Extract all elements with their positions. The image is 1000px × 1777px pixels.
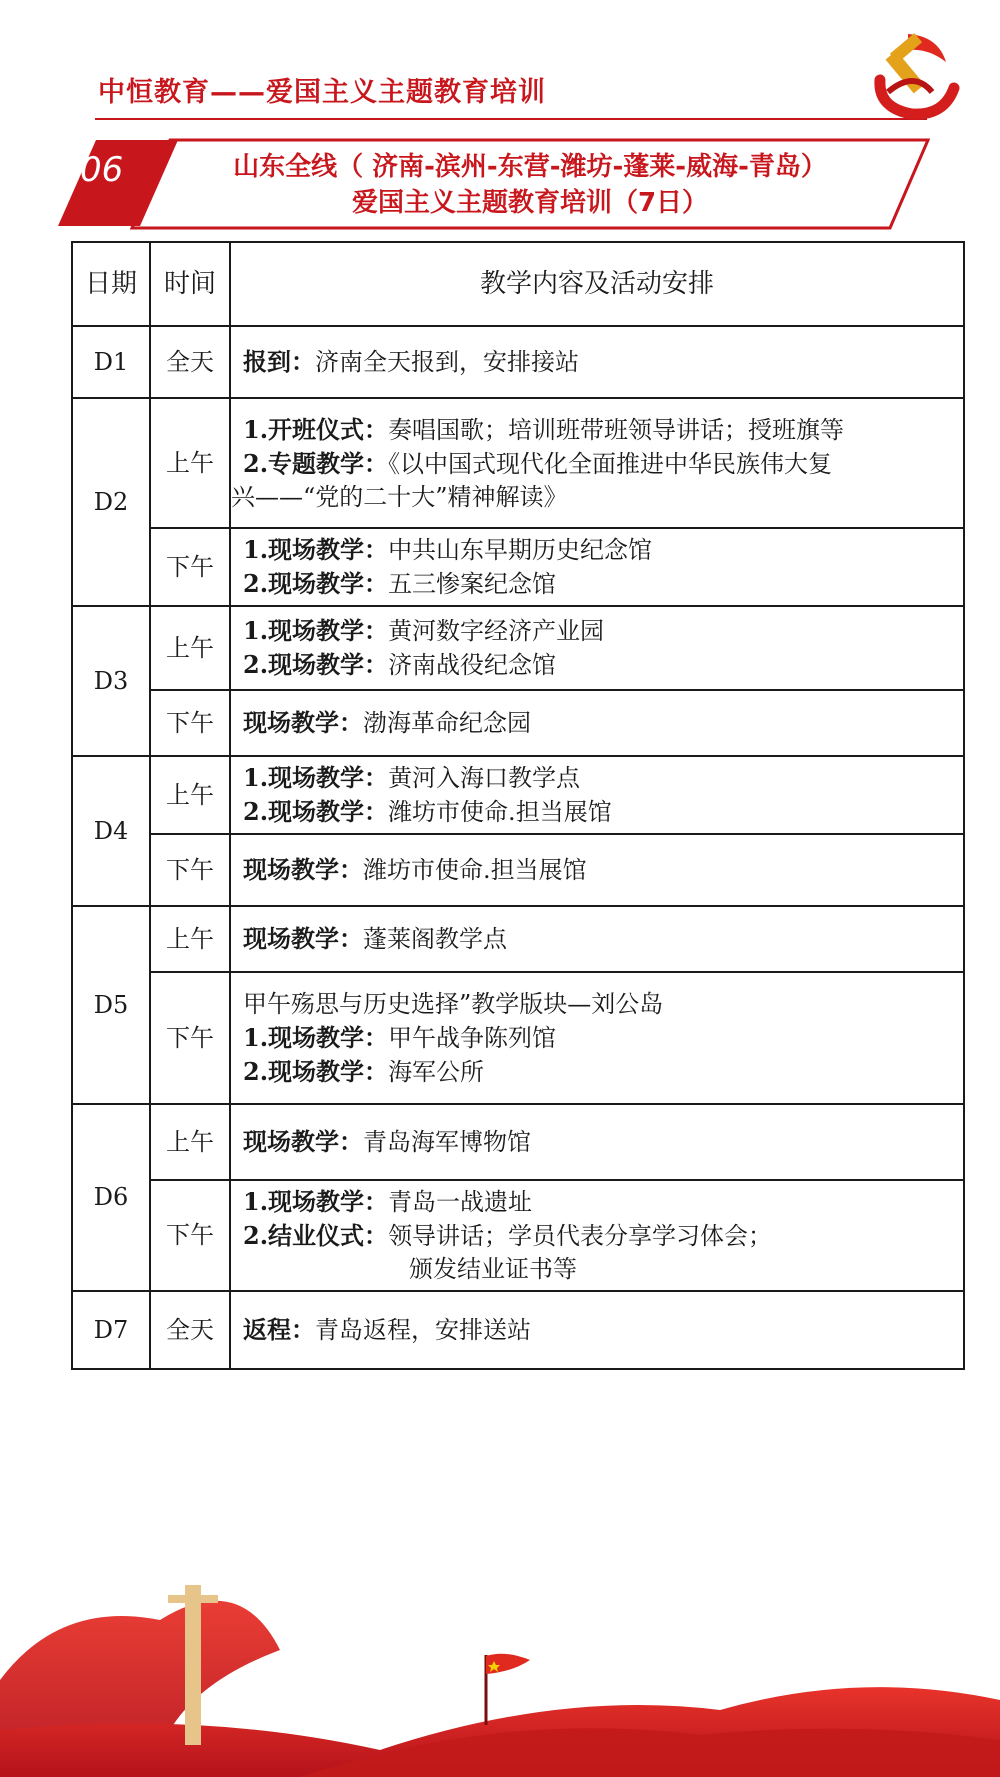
item-label: 现场教学： bbox=[243, 1127, 363, 1156]
item-text: 领导讲话；学员代表分享学习体会； bbox=[388, 1222, 773, 1250]
item-text: 五三惨案纪念馆 bbox=[388, 570, 557, 598]
content-cell bbox=[230, 1291, 964, 1369]
time-cell: 上午 bbox=[150, 1104, 230, 1180]
day-cell: D3 bbox=[72, 606, 150, 756]
time-cell: 上午 bbox=[150, 906, 230, 972]
item-text: 潍坊市使命.担当展馆 bbox=[388, 798, 612, 826]
item-label: 2.现场教学： bbox=[243, 569, 389, 598]
time-cell: 全天 bbox=[150, 1291, 230, 1369]
time-cell: 下午 bbox=[150, 834, 230, 906]
time-cell: 下午 bbox=[150, 1180, 230, 1291]
item-text: 黄河数字经济产业园 bbox=[388, 617, 605, 645]
time-cell: 下午 bbox=[150, 972, 230, 1104]
table-row bbox=[72, 1180, 964, 1291]
table-row bbox=[72, 690, 964, 756]
item-label: 1.现场教学： bbox=[243, 1187, 389, 1216]
item-text: 济南战役纪念馆 bbox=[388, 651, 557, 679]
item-label: 2.现场教学： bbox=[243, 1056, 389, 1086]
section-title-line2: 爱国主义主题教育培训（7日） bbox=[351, 188, 709, 218]
day-cell: D5 bbox=[72, 906, 150, 1104]
footer-decoration bbox=[0, 1560, 1000, 1777]
item-text: 兴——“党的二十大”精神解读》 bbox=[231, 482, 568, 511]
table-row bbox=[72, 906, 964, 972]
hammer-sickle-icon bbox=[868, 30, 964, 120]
content-cell bbox=[230, 1104, 964, 1180]
content-cell bbox=[230, 326, 964, 398]
item-text: 甲午战争陈列馆 bbox=[388, 1023, 557, 1052]
time-cell: 全天 bbox=[150, 326, 230, 398]
header-time: 时间 bbox=[150, 242, 230, 326]
item-text: 青岛一战遗址 bbox=[388, 1188, 533, 1216]
day-cell: D1 bbox=[72, 326, 150, 398]
item-text: 青岛海军博物馆 bbox=[363, 1128, 531, 1156]
item-label: 现场教学： bbox=[243, 855, 363, 884]
table-row bbox=[72, 834, 964, 906]
item-text: 潍坊市使命.担当展馆 bbox=[363, 856, 587, 884]
item-text: 颁发结业证书等 bbox=[409, 1255, 577, 1283]
item-label: 2.专题教学： bbox=[243, 448, 389, 478]
item-label: 1.现场教学： bbox=[243, 616, 389, 645]
content-cell bbox=[230, 756, 964, 834]
content-cell bbox=[230, 1180, 964, 1291]
table-header-row bbox=[72, 242, 964, 326]
item-label: 2.现场教学： bbox=[243, 650, 389, 679]
section-title-line1: 山东全线（ 济南-滨州-东营-潍坊-蓬莱-威海-青岛） bbox=[233, 152, 827, 182]
section-number: 06 bbox=[80, 150, 124, 190]
content-cell bbox=[230, 834, 964, 906]
content-cell bbox=[230, 528, 964, 606]
content-cell bbox=[230, 906, 964, 972]
day-cell: D2 bbox=[72, 398, 150, 606]
item-text: 《以中国式现代化全面推进中华民族伟大复 bbox=[388, 449, 833, 478]
table-row bbox=[72, 1291, 964, 1369]
red-flag-icon bbox=[486, 1654, 530, 1725]
item-text: 海军公所 bbox=[388, 1057, 485, 1086]
item-label: 1.现场教学： bbox=[243, 763, 389, 792]
table-row bbox=[72, 972, 964, 1104]
content-cell bbox=[230, 398, 964, 528]
item-text: 渤海革命纪念园 bbox=[363, 709, 531, 737]
item-text: 蓬莱阁教学点 bbox=[363, 925, 507, 953]
schedule-table bbox=[71, 241, 965, 1370]
time-cell: 下午 bbox=[150, 690, 230, 756]
content-cell bbox=[230, 606, 964, 690]
time-cell: 上午 bbox=[150, 398, 230, 528]
page-header-title: 中恒教育——爱国主义主题教育培训 bbox=[98, 77, 546, 108]
item-label: 1.开班仪式： bbox=[243, 414, 389, 444]
table-row bbox=[72, 398, 964, 528]
item-label: 2.结业仪式： bbox=[243, 1221, 389, 1250]
item-text: 奏唱国歌；培训班带班领导讲话；授班旗等 bbox=[388, 415, 845, 444]
item-text: 黄河入海口教学点 bbox=[388, 764, 581, 792]
content-cell bbox=[230, 972, 964, 1104]
header-day: 日期 bbox=[72, 242, 150, 326]
header-divider bbox=[95, 118, 927, 120]
item-text: 甲午殇思与历史选择”教学版块—刘公岛 bbox=[243, 989, 664, 1018]
time-cell: 下午 bbox=[150, 528, 230, 606]
item-label: 2.现场教学： bbox=[243, 797, 389, 826]
table-row bbox=[72, 756, 964, 834]
item-label: 报到： bbox=[243, 347, 315, 376]
item-text: 济南全天报到，安排接站 bbox=[315, 348, 579, 376]
item-label: 1.现场教学： bbox=[243, 1022, 389, 1052]
day-cell: D7 bbox=[72, 1291, 150, 1369]
day-cell: D6 bbox=[72, 1104, 150, 1291]
time-cell: 上午 bbox=[150, 756, 230, 834]
item-label: 现场教学： bbox=[243, 924, 363, 953]
day-cell: D4 bbox=[72, 756, 150, 906]
item-label: 现场教学： bbox=[243, 708, 363, 737]
table-row bbox=[72, 528, 964, 606]
item-text: 青岛返程，安排送站 bbox=[315, 1316, 531, 1344]
time-cell: 上午 bbox=[150, 606, 230, 690]
header-content: 教学内容及活动安排 bbox=[230, 242, 964, 326]
table-row bbox=[72, 1104, 964, 1180]
table-row bbox=[72, 326, 964, 398]
content-cell bbox=[230, 690, 964, 756]
item-label: 返程： bbox=[243, 1315, 315, 1344]
item-label: 1.现场教学： bbox=[243, 535, 389, 564]
item-text: 中共山东早期历史纪念馆 bbox=[388, 536, 653, 564]
table-row bbox=[72, 606, 964, 690]
